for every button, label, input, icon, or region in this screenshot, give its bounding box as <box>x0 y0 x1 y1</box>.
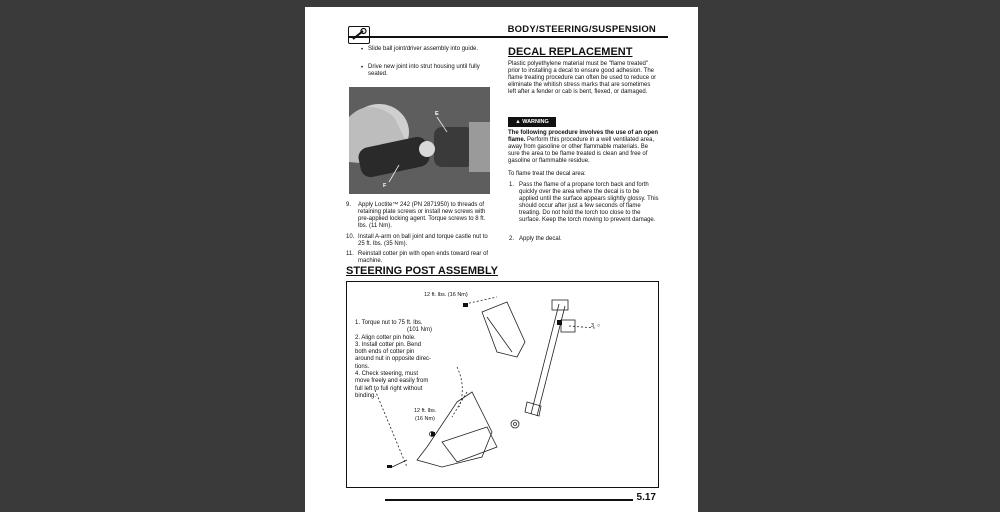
header-rule <box>349 36 668 38</box>
page-number: 5.17 <box>636 492 656 503</box>
instruction-line: 4. Check steering, must <box>355 371 419 378</box>
steering-instructions <box>355 320 455 400</box>
instruction-line: binding. <box>355 392 377 399</box>
svg-text:○: ○ <box>597 323 601 329</box>
wrench-tab-icon <box>348 26 370 44</box>
bullet-text: Slide ball joint/driver assembly into guide. <box>368 46 479 52</box>
step-number: 2. <box>509 236 515 242</box>
instruction-line: 3. Install cotter pin. Bend <box>355 341 422 348</box>
warning-bold-text: The following procedure involves the use of an open flame. <box>508 130 659 143</box>
step-text: Pass the flame of a propane torch back and forth quickly over the area where the decal is to be applied until the surface appears slightly glossy. This should occur after just a few seconds of flame treating. Do not hold the torch too close to the surface. Keep the torch moving to prevent damage. <box>519 182 659 223</box>
step-text: Reinstall cotter pin with open ends toward rear of machine. <box>358 251 489 264</box>
instruction-line: (101 Nm) <box>407 327 433 334</box>
warning-icon: ▲ <box>515 119 521 125</box>
bullet-dot: • <box>361 47 364 53</box>
instruction-line: tions. <box>355 363 370 370</box>
instruction-line: move freely and easily from <box>355 378 429 385</box>
instruction-line: around nut in opposite direc- <box>355 356 432 363</box>
manual-page <box>305 0 698 512</box>
instruction-line: full left to full right without <box>355 385 423 392</box>
step-number: 10. <box>346 234 355 240</box>
instruction-line: both ends of cotter pin <box>355 349 415 356</box>
torque-label-mid-2: (16 Nm) <box>415 416 435 422</box>
steering-post-title: STEERING POST ASSEMBLY <box>346 265 498 277</box>
step-number: 1. <box>509 182 515 188</box>
step-text: Apply Loctite™ 242 (PN 2871950) to threads of retaining plate screws or install new screws with pre-applied locking agent. Torque screws to 8 ft. lbs. (11 Nm). <box>358 202 486 229</box>
step-text: Install A-arm on ball joint and torque castle nut to 25 ft. lbs. (35 Nm). <box>358 234 488 247</box>
warning-badge <box>508 117 556 127</box>
svg-text:3: 3 <box>591 323 595 329</box>
flame-treat-lead: To flame treat the decal area: <box>508 171 586 177</box>
footer-rule <box>385 499 633 501</box>
section-header-title: BODY/STEERING/SUSPENSION <box>507 24 656 35</box>
decal-replacement-title: DECAL REPLACEMENT <box>508 46 633 58</box>
steering-post-diagram <box>346 281 659 488</box>
step-text: Apply the decal. <box>519 236 562 242</box>
photo-callout-e: E <box>435 111 439 117</box>
decal-intro-text: Plastic polyethylene material must be "flame treated" prior to installing a decal to ensure good adhesion. The flame treating procedure can often be used to reduce or eliminate the whitish stress marks that are sometimes left after a fender or cab is bent, flexed, or damaged. <box>508 61 657 95</box>
instruction-line: 2. Align cotter pin hole. <box>355 334 416 341</box>
step-number: 9. <box>346 202 352 208</box>
step-number: 11. <box>346 251 354 257</box>
photo-callout-f: F <box>383 183 387 189</box>
torque-label-top: 12 ft. lbs. (16 Nm) <box>424 292 468 298</box>
warning-paragraph <box>508 130 660 165</box>
ball-joint-photo <box>349 87 490 194</box>
warning-body-text: Perform this procedure in a well ventilated area, away from gasoline or other flammable materials. Be sure the area to be flame treated is clean and free of gasoline or flammable residue. <box>508 137 655 164</box>
torque-label-mid-1: 12 ft. lbs. <box>414 408 437 414</box>
viewer-top-edge <box>305 0 698 7</box>
instruction-line: 1. Torque nut to 75 ft. lbs. <box>355 320 423 326</box>
bullet-dot: • <box>361 65 364 71</box>
warning-label: WARNING <box>522 119 549 125</box>
bullet-text: Drive new joint into strut housing until fully seated. <box>368 64 480 77</box>
